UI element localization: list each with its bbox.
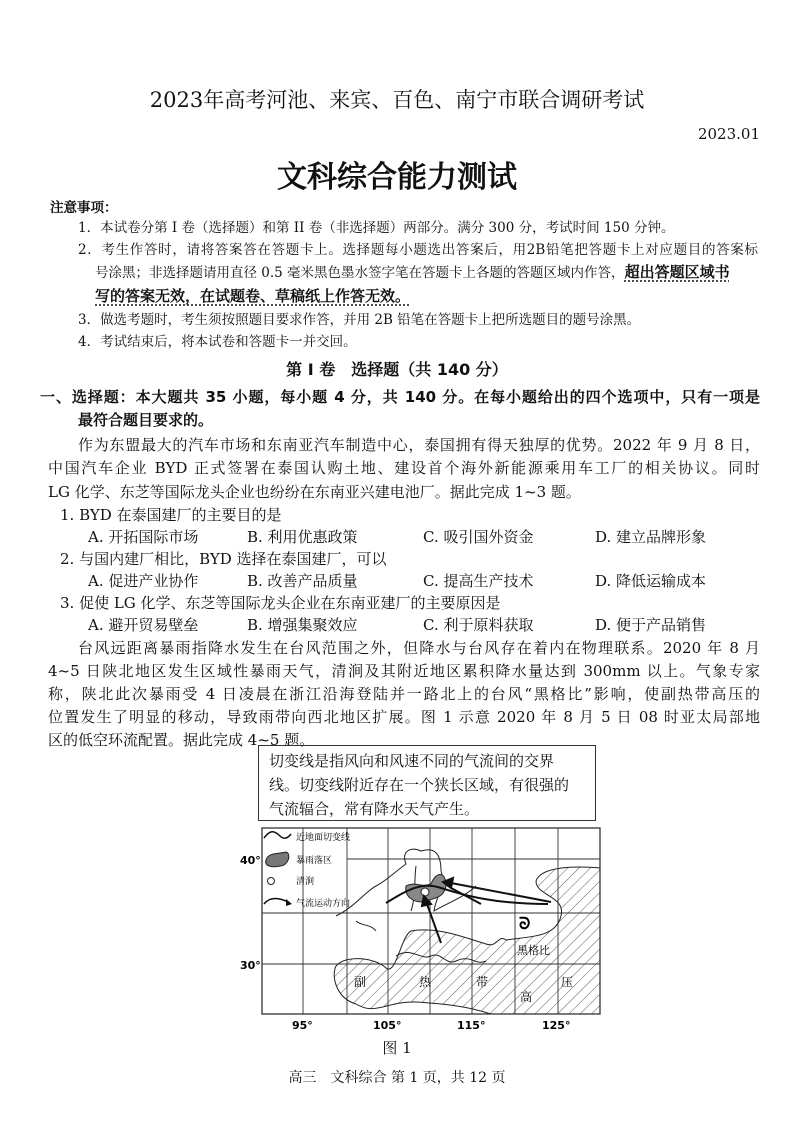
note-item-1: 1．本试卷分第 I 卷（选择题）和第 II 卷（非选择题）两部分。满分 300 分，考试时间 150 分钟。: [78, 220, 675, 236]
hp-char: 带: [476, 975, 489, 989]
note-item-2-cont: [95, 262, 730, 283]
qingjian-legend-icon: [268, 878, 275, 885]
exam-title: 2023年高考河池、来宾、百色、南宁市联合调研考试: [149, 88, 645, 112]
q3-option-c: C. 利于原料获取: [423, 616, 534, 634]
figure-1-map: [236, 826, 606, 1036]
passage2-line: 称，陕北此次暴雨受 4 日凌晨在浙江沿海登陆并一路北上的台风“黑格比”影响，使副热带高压的: [48, 685, 760, 703]
shear-line-definition-box: [258, 745, 596, 821]
subject-title: 文科综合能力测试: [277, 160, 517, 195]
q2-option-a: A. 促进产业协作: [88, 572, 199, 590]
q3-option-b: B. 增强集聚效应: [247, 616, 358, 634]
passage2-line: 位置发生了明显的移动，导致雨带向西北地区扩展。图 1 示意 2020 年 8 月 5 日 08 时亚太局部地: [48, 708, 760, 726]
lon-label: 95°: [292, 1019, 313, 1032]
q3-option-a: A. 避开贸易壁垒: [88, 616, 199, 634]
question-1: 1. BYD 在泰国建厂的主要目的是: [60, 506, 282, 524]
note-emphasis-2: 写的答案无效，在试题卷、草稿纸上作答无效。: [95, 287, 411, 305]
lat-label: 30°: [240, 959, 261, 972]
typhoon-label: 黑格比: [517, 944, 550, 957]
note-emphasis: 超出答题区域书: [624, 263, 730, 281]
passage2-line: 4~5 日陕北地区发生区域性暴雨天气，清涧及其附近地区累积降水量达到 300mm 以上。气象专家: [48, 662, 760, 680]
page-footer: 高三 文科综合 第 1 页，共 12 页: [288, 1070, 506, 1086]
q2-option-d: D. 降低运输成本: [595, 572, 707, 590]
note-item-2: 2．考生作答时，请将答案答在答题卡上。选择题每小题选出答案后，用2B铅笔把答题卡上对应题目的答案标: [78, 242, 758, 258]
typhoon-icon: ᘐ: [519, 914, 531, 933]
q1-option-a: A. 开拓国际市场: [88, 528, 199, 546]
callout-line: 切变线是指风向和风速不同的气流间的交界: [269, 752, 555, 770]
passage1-line: 中国汽车企业 BYD 正式签署在泰国认购土地、建设首个海外新能源乘用车工厂的相关协议。同时: [48, 459, 760, 477]
hp-char: 高: [520, 990, 533, 1004]
note-item-3: 3．做选考题时，考生须按照题目要求作答，并用 2B 铅笔在答题卡上把所选题目的题号涂黑。: [78, 312, 641, 328]
lat-label: 40°: [240, 854, 261, 867]
qingjian-marker: [421, 888, 429, 896]
hp-char: 热: [419, 975, 432, 989]
legend-label: 气流运动方向: [296, 899, 351, 909]
legend-label: 近地面切变线: [296, 833, 351, 843]
q2-option-c: C. 提高生产技术: [423, 572, 534, 590]
q3-option-d: D. 便于产品销售: [595, 616, 707, 634]
q1-option-c: C. 吸引国外资金: [423, 528, 534, 546]
legend-label: 暴雨落区: [296, 856, 333, 866]
section-title: 第 I 卷 选择题（共 140 分）: [286, 360, 508, 379]
q1-option-b: B. 利用优惠政策: [247, 528, 358, 546]
passage1-line: 作为东盟最大的汽车市场和东南亚汽车制造中心，泰国拥有得天独厚的优势。2022 年 9 月 8 日，: [78, 436, 760, 454]
q1-option-d: D. 建立品牌形象: [595, 528, 707, 546]
note-item-4: 4．考试结束后，将本试卷和答题卡一并交回。: [78, 334, 357, 350]
lon-label: 115°: [457, 1019, 486, 1032]
passage2-line: 区的低空环流配置。据此完成 4~5 题。: [48, 731, 315, 749]
section-instruction-2: 最符合题目要求的。: [78, 411, 214, 429]
notes-heading: 注意事项：: [50, 200, 118, 216]
callout-line: 气流辐合，常有降水天气产生。: [269, 800, 480, 818]
hp-char: 压: [561, 975, 574, 989]
exam-date: 2023.01: [697, 125, 760, 143]
q2-option-b: B. 改善产品质量: [247, 572, 358, 590]
lon-label: 105°: [373, 1019, 402, 1032]
passage2-line: 台风远距离暴雨指降水发生在台风范围之外，但降水与台风存在着内在物理联系。2020 年 8 月: [78, 639, 760, 657]
passage1-line: LG 化学、东芝等国际龙头企业也纷纷在东南亚兴建电池厂。据此完成 1~3 题。: [48, 483, 581, 501]
lon-label: 125°: [542, 1019, 571, 1032]
question-3: 3. 促使 LG 化学、东芝等国际龙头企业在东南亚建厂的主要原因是: [60, 594, 501, 612]
question-2: 2. 与国内建厂相比，BYD 选择在泰国建厂，可以: [60, 550, 387, 568]
callout-line: 线。切变线附近存在一个狭长区域，有很强的: [269, 776, 570, 794]
note-text: 号涂黑；非选择题请用直径 0.5 毫米黑色墨水签字笔在答题卡上各题的答题区域内作答，: [95, 265, 625, 281]
section-instruction: 一、选择题：本大题共 35 小题，每小题 4 分，共 140 分。在每小题给出的四个选项中，只有一项是: [40, 388, 760, 406]
legend-label: 清涧: [296, 877, 315, 887]
hp-char: 副: [354, 975, 367, 989]
figure-caption: 图 1: [382, 1039, 412, 1057]
